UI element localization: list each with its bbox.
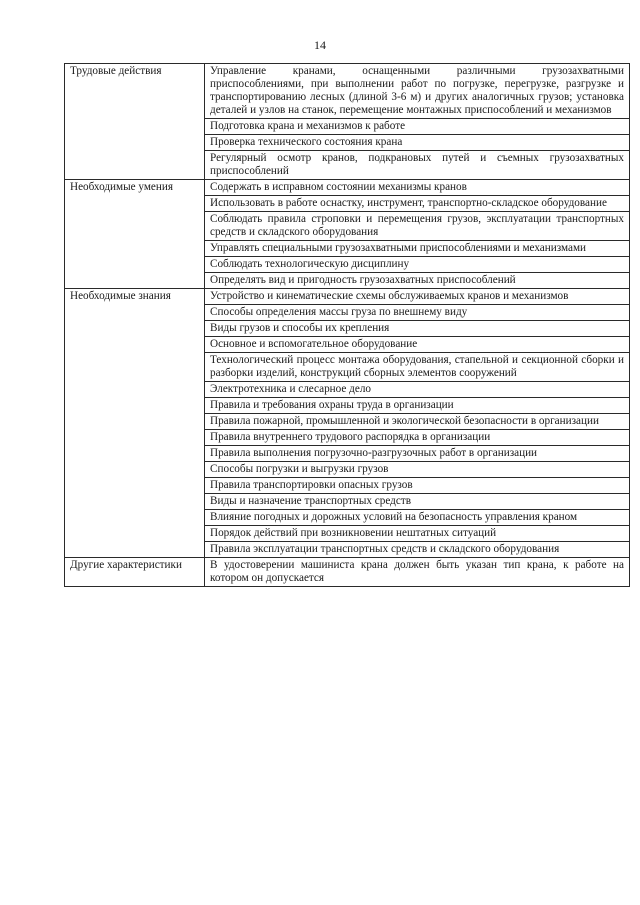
section-item: Соблюдать технологическую дисциплину xyxy=(205,257,630,273)
section-item: Подготовка крана и механизмов к работе xyxy=(205,119,630,135)
section-label: Необходимые знания xyxy=(65,289,205,558)
section-item: Правила транспортировки опасных грузов xyxy=(205,478,630,494)
section-label: Трудовые действия xyxy=(65,64,205,180)
page-number: 14 xyxy=(314,38,326,52)
section-item: Виды грузов и способы их крепления xyxy=(205,321,630,337)
section-item: Управлять специальными грузозахватными приспособлениями и механизмами xyxy=(205,241,630,257)
section-item: Основное и вспомогательное оборудование xyxy=(205,337,630,353)
section-label: Другие характеристики xyxy=(65,558,205,587)
section-item: Способы погрузки и выгрузки грузов xyxy=(205,462,630,478)
qualification-table-body xyxy=(65,64,630,587)
section-item: Соблюдать правила строповки и перемещения грузов, эксплуатации транспортных средств и складского оборудования xyxy=(205,212,630,241)
section-item: Технологический процесс монтажа оборудования, стапельной и секционной сборки и разборки изделий, конструкций сборных элементов сооружений xyxy=(205,353,630,382)
section-item: Проверка технического состояния крана xyxy=(205,135,630,151)
section-item: Правила и требования охраны труда в организации xyxy=(205,398,630,414)
table-row xyxy=(65,180,630,196)
section-item: Содержать в исправном состоянии механизмы кранов xyxy=(205,180,630,196)
section-item: Управление кранами, оснащенными различными грузозахватными приспособлениями, при выполнении работ по погрузке, перегрузке, разгрузке и транспортированию лесных (длиной 3-6 м) и других аналогичных грузов; установка деталей и узлов на станок, перемещение монтажных приспособлений и механизмов xyxy=(205,64,630,119)
table-row xyxy=(65,64,630,119)
section-item: Использовать в работе оснастку, инструмент, транспортно-складское оборудование xyxy=(205,196,630,212)
qualification-table xyxy=(64,63,630,587)
table-row xyxy=(65,558,630,587)
table-row xyxy=(65,289,630,305)
section-item: Электротехника и слесарное дело xyxy=(205,382,630,398)
section-item: Правила выполнения погрузочно-разгрузочных работ в организации xyxy=(205,446,630,462)
section-item: Правила пожарной, промышленной и экологической безопасности в организации xyxy=(205,414,630,430)
section-item: Влияние погодных и дорожных условий на безопасность управления краном xyxy=(205,510,630,526)
section-label: Необходимые умения xyxy=(65,180,205,289)
section-item: Способы определения массы груза по внешнему виду xyxy=(205,305,630,321)
section-item: Устройство и кинематические схемы обслуживаемых кранов и механизмов xyxy=(205,289,630,305)
section-item: В удостоверении машиниста крана должен быть указан тип крана, к работе на котором он допускается xyxy=(205,558,630,587)
section-item: Порядок действий при возникновении нештатных ситуаций xyxy=(205,526,630,542)
section-item: Правила внутреннего трудового распорядка в организации xyxy=(205,430,630,446)
section-item: Виды и назначение транспортных средств xyxy=(205,494,630,510)
section-item: Регулярный осмотр кранов, подкрановых путей и съемных грузозахватных приспособлений xyxy=(205,151,630,180)
section-item: Определять вид и пригодность грузозахватных приспособлений xyxy=(205,273,630,289)
section-item: Правила эксплуатации транспортных средств и складского оборудования xyxy=(205,542,630,558)
